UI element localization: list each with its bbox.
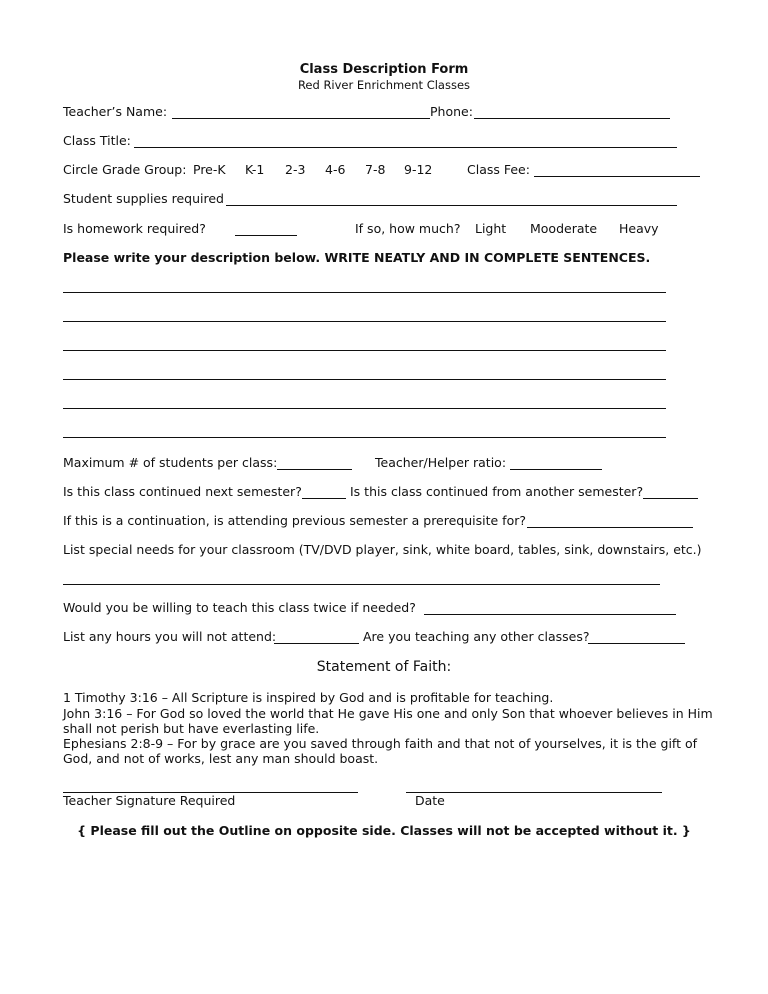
phone-label: Phone:	[430, 104, 473, 119]
homework-amount-label: If so, how much?	[355, 221, 461, 236]
teacher-helper-ratio-field[interactable]	[510, 469, 602, 470]
faith-title: Statement of Faith:	[316, 659, 452, 675]
class-fee-label: Class Fee:	[467, 162, 530, 177]
class-fee-field[interactable]	[534, 176, 700, 177]
faith-verse: Ephesians 2:8-9 – For by grace are you saved through faith and that not of yourselves, it is the gift of God, and not of works, lest any man should boast.	[63, 736, 698, 766]
max-students-field[interactable]	[277, 469, 352, 470]
hours-not-attend-field[interactable]	[274, 643, 359, 644]
description-line[interactable]	[63, 292, 666, 293]
special-needs-field[interactable]	[63, 584, 660, 585]
teacher-signature-label: Teacher Signature Required	[63, 793, 236, 808]
phone-field[interactable]	[474, 118, 670, 119]
faith-verse: 1 Timothy 3:16 – All Scripture is inspired by God and is profitable for teaching.	[63, 690, 554, 705]
class-title-label: Class Title:	[63, 133, 131, 148]
continued-from-label: Is this class continued from another semester?	[350, 484, 644, 499]
homework-option[interactable]: Light	[475, 221, 507, 236]
grade-option[interactable]: K-1	[245, 162, 265, 177]
prerequisite-label: If this is a continuation, is attending previous semester a prerequisite for?	[63, 513, 527, 528]
teach-twice-label: Would you be willing to teach this class twice if needed?	[63, 600, 416, 615]
hours-not-attend-label: List any hours you will not attend:	[63, 629, 277, 644]
continued-next-label: Is this class continued next semester?	[63, 484, 302, 499]
other-classes-label: Are you teaching any other classes?	[363, 629, 590, 644]
student-supplies-field[interactable]	[226, 205, 677, 206]
teacher-name-field[interactable]	[172, 118, 430, 119]
class-title-field[interactable]	[134, 147, 677, 148]
homework-required-field[interactable]	[235, 235, 297, 236]
homework-required-label: Is homework required?	[63, 221, 206, 236]
footer-note: { Please fill out the Outline on opposite side. Classes will not be accepted without it. }	[77, 823, 691, 838]
grade-option[interactable]: Pre-K	[193, 162, 226, 177]
prerequisite-field[interactable]	[527, 527, 693, 528]
grade-option[interactable]: 2-3	[285, 162, 306, 177]
grade-option[interactable]: 9-12	[404, 162, 433, 177]
grade-group-label: Circle Grade Group:	[63, 162, 187, 177]
other-classes-field[interactable]	[588, 643, 685, 644]
date-label: Date	[415, 793, 445, 808]
description-line[interactable]	[63, 408, 666, 409]
faith-verse: John 3:16 – For God so loved the world that He gave His one and only Son that whoever believes in Him shall not perish but have everlasting life.	[63, 706, 713, 736]
homework-option[interactable]: Heavy	[619, 221, 659, 236]
description-line[interactable]	[63, 321, 666, 322]
description-prompt: Please write your description below. WRITE NEATLY AND IN COMPLETE SENTENCES.	[63, 250, 651, 265]
grade-option[interactable]: 4-6	[325, 162, 346, 177]
grade-option[interactable]: 7-8	[365, 162, 386, 177]
student-supplies-label: Student supplies required	[63, 191, 224, 206]
description-line[interactable]	[63, 437, 666, 438]
teach-twice-field[interactable]	[424, 614, 676, 615]
description-line[interactable]	[63, 379, 666, 380]
form-title: Class Description Form	[299, 62, 469, 77]
homework-option[interactable]: Mooderate	[530, 221, 598, 236]
description-line[interactable]	[63, 350, 666, 351]
teacher-helper-ratio-label: Teacher/Helper ratio:	[375, 455, 507, 470]
continued-next-field[interactable]	[302, 498, 346, 499]
special-needs-label: List special needs for your classroom (TV/DVD player, sink, white board, tables, sink, downstairs, etc.)	[63, 542, 702, 557]
continued-from-field[interactable]	[643, 498, 698, 499]
form-subtitle: Red River Enrichment Classes	[297, 78, 471, 92]
teacher-name-label: Teacher’s Name:	[63, 104, 168, 119]
max-students-label: Maximum # of students per class:	[63, 455, 278, 470]
